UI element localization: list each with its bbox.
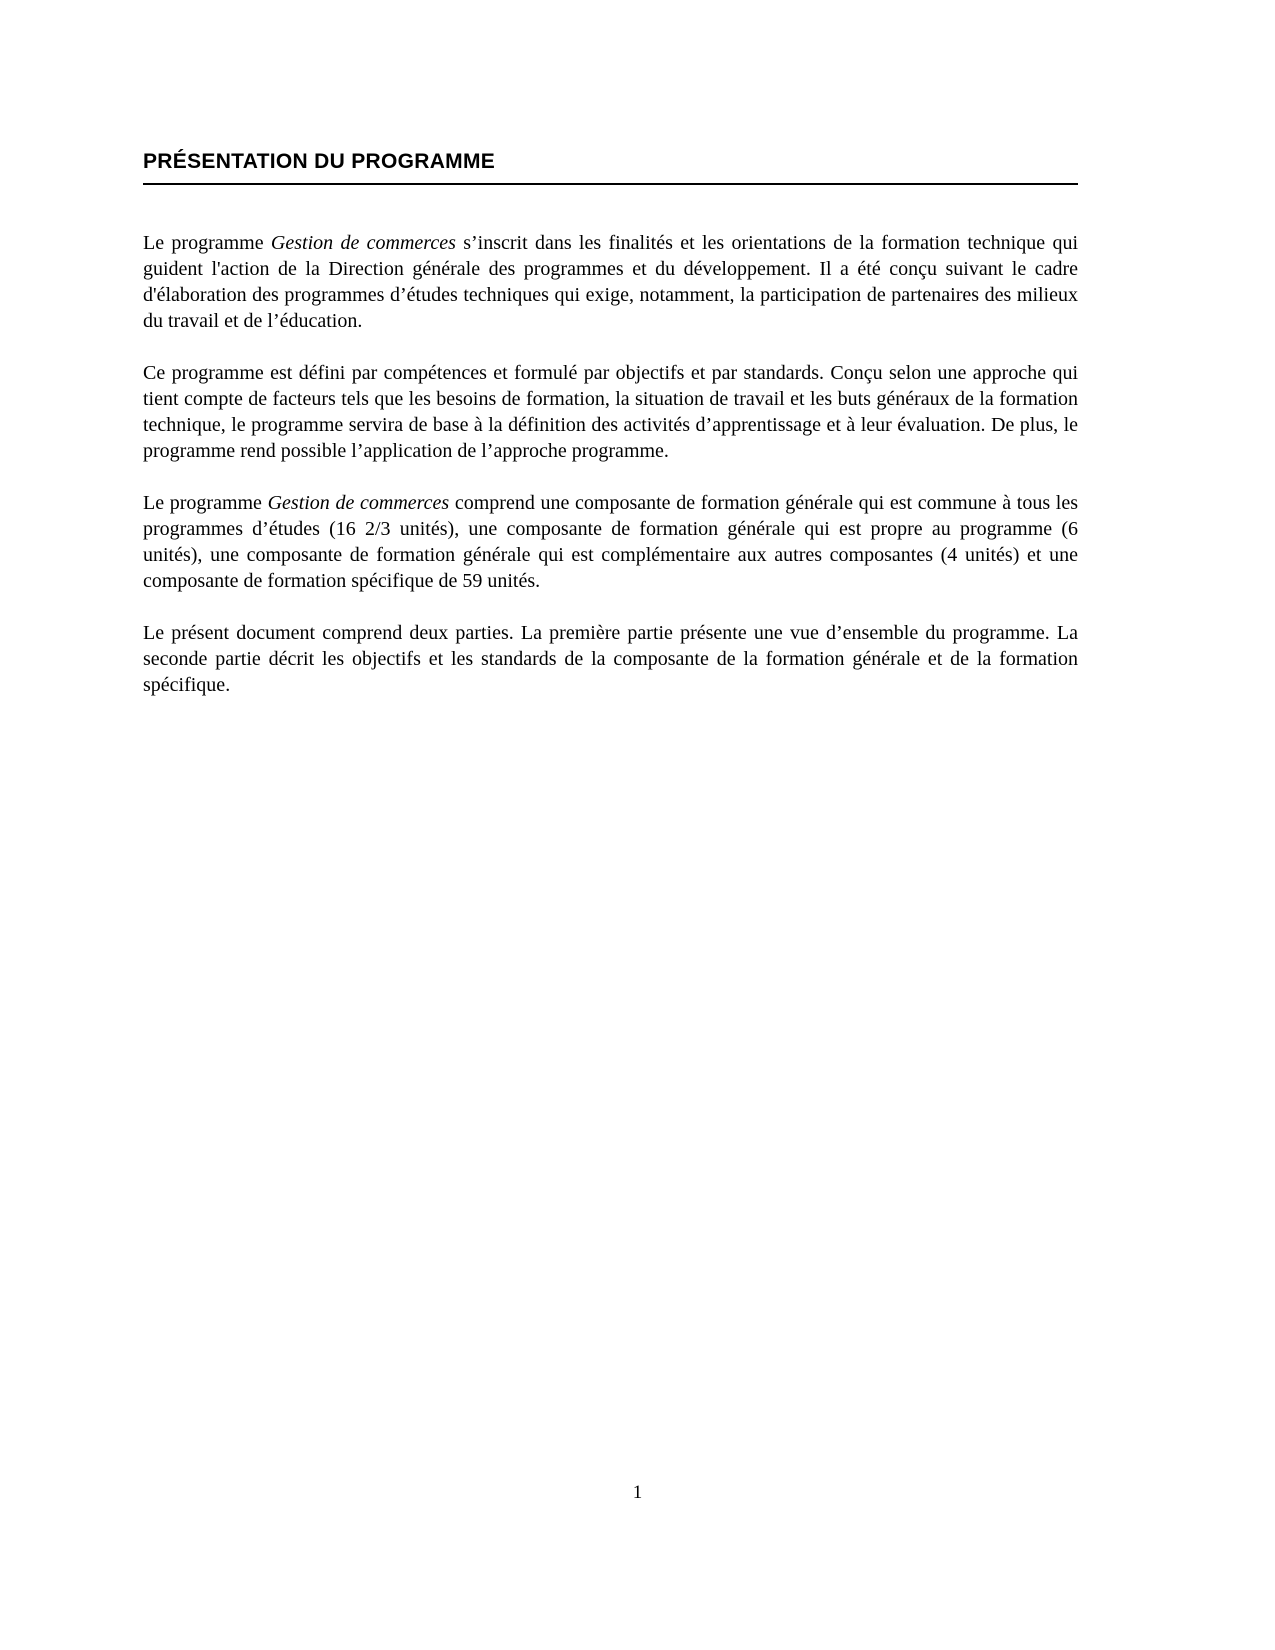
- paragraph-1-text: Le programme: [143, 232, 271, 254]
- paragraph-1-program-name: Gestion de commerces: [270, 232, 456, 254]
- page-number: 1: [632, 1482, 643, 1503]
- paragraph-3: [143, 490, 1078, 594]
- paragraph-1: [143, 230, 1078, 334]
- page-title: PRÉSENTATION DU PROGRAMME: [143, 150, 496, 173]
- paragraph-3-text: Le programme: [143, 492, 268, 514]
- heading-rule: [143, 183, 1078, 185]
- paragraph-3-text-continued: comprend une composante de formation générale qui est commune à tous les programmes d’études (16 2/3 unités), une composante de formation générale qui est propre au programme (6 unités), une composante de formation générale qui est complémentaire aux autres composantes (4 unités) et une composante de formation spécifique de 59 unités.: [143, 492, 1078, 592]
- paragraph-3-program-name: Gestion de commerces: [267, 492, 450, 514]
- paragraph-4-text: Le présent document comprend deux parties. La première partie présente une vue d’ensemble du programme. La seconde partie décrit les objectifs et les standards de la composante de la formation générale et de la formation spécifique.: [143, 622, 1078, 696]
- page-content: [143, 150, 1078, 724]
- paragraph-2-text: Ce programme est défini par compétences et formulé par objectifs et par standards. Conçu selon une approche qui tient compte de facteurs tels que les besoins de formation, la situation de travail et les buts généraux de la formation technique, le programme servira de base à la définition des activités d’apprentissage et à leur évaluation. De plus, le programme rend possible l’application de l’approche programme.: [143, 362, 1078, 462]
- paragraph-4: [143, 620, 1078, 698]
- paragraph-1-text-continued: s’inscrit dans les finalités et les orientations de la formation technique qui guident l'action de la Direction générale des programmes et du développement. Il a été conçu suivant le cadre d'élaboration des programmes d’études techniques qui exige, notamment, la participation de partenaires des milieux du travail et de l’éducation.: [143, 232, 1078, 332]
- paragraph-2: [143, 360, 1078, 464]
